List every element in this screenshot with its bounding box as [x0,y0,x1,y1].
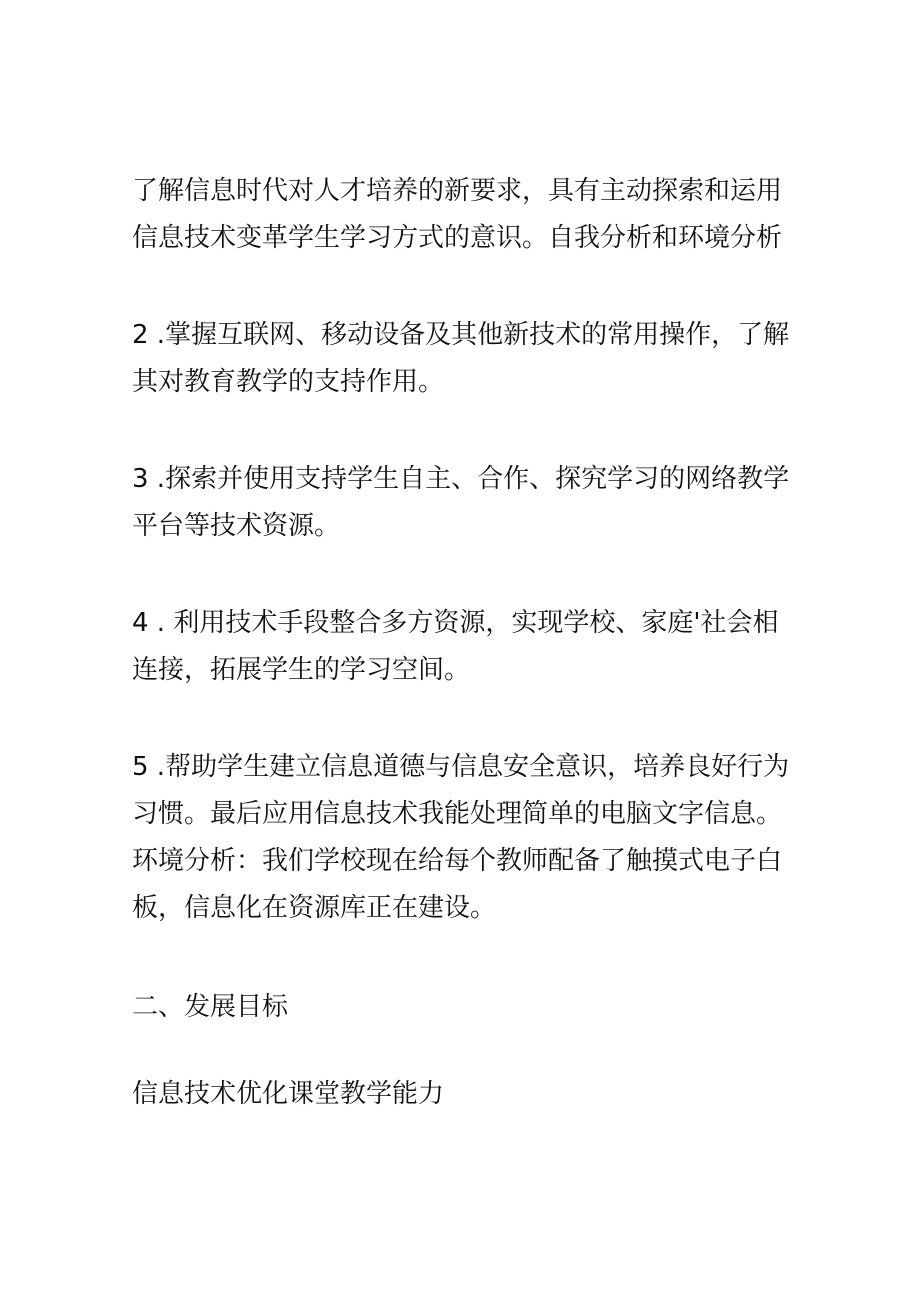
text-line: 4 . 利用技术手段整合多方资源，实现学校、家庭'社会相 [132,608,779,638]
text-line: 环境分析：我们学校现在给每个教师配备了触摸式电子白 [132,846,783,876]
text-line: 3 .探索并使用支持学生自主、合作、探究学习的网络教学 [132,464,790,494]
text-line: 了解信息时代对人才培养的新要求，具有主动探索和运用 [132,176,783,206]
text-line: 5 .帮助学生建立信息道德与信息安全意识，培养良好行为 [132,752,790,782]
subheading-text: 信息技术优化课堂教学能力 [132,1079,445,1109]
list-item [132,600,797,694]
list-item [132,312,797,406]
list-item [132,744,797,932]
text-line: 连接，拓展学生的学习空间。 [132,655,471,685]
text-line: 2 .掌握互联网、移动设备及其他新技术的常用操作，了解 [132,320,790,350]
section-heading [132,984,797,1031]
document-body [132,168,797,1118]
list-item [132,456,797,550]
intro-paragraph [132,168,797,262]
text-line: 板，信息化在资源库正在建设。 [132,893,497,923]
text-line: 习惯。最后应用信息技术我能处理简单的电脑文字信息。 [132,799,783,829]
subheading [132,1071,797,1118]
section-heading-text: 二、发展目标 [132,992,289,1022]
text-line: 信息技术变革学生学习方式的意识。自我分析和环境分析 [132,223,783,253]
text-line: 平台等技术资源。 [132,511,341,541]
text-line: 其对教育教学的支持作用。 [132,367,445,397]
